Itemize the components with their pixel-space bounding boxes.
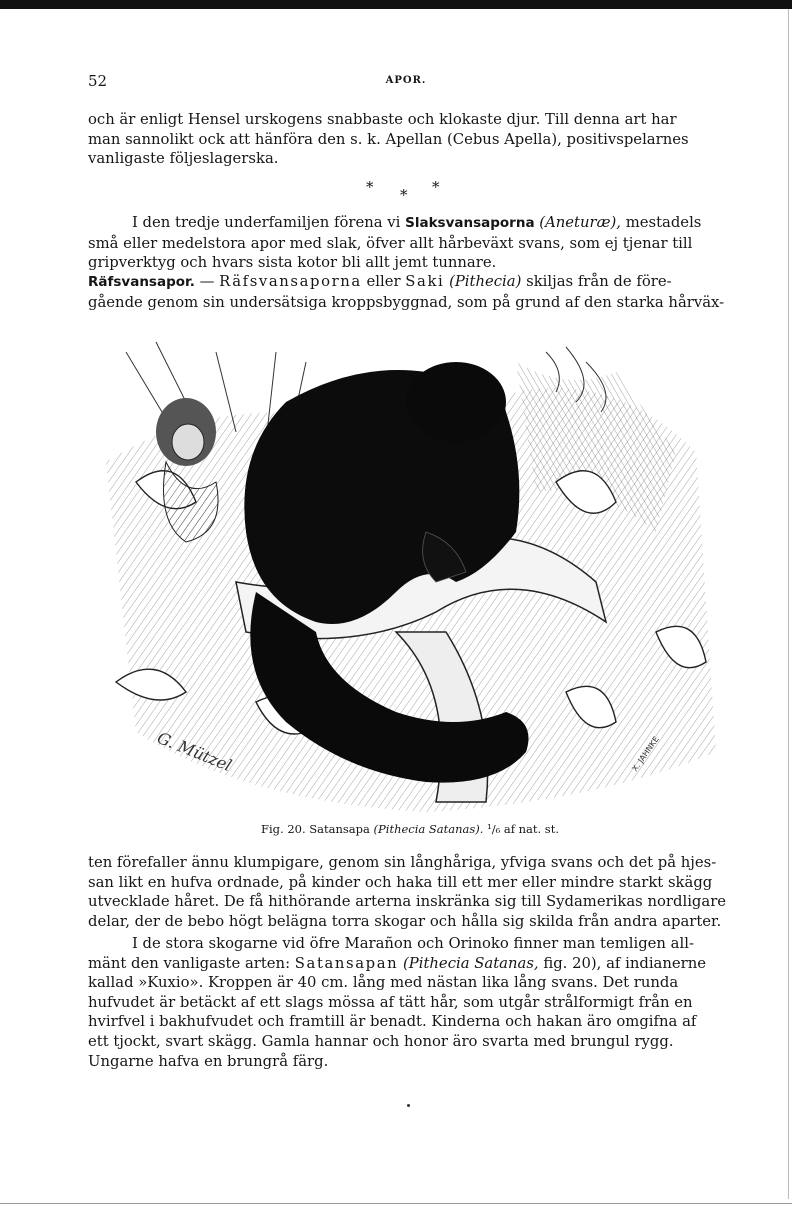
text-run: fig. 20), af indianerne: [538, 954, 707, 972]
paragraph-2: [88, 213, 724, 273]
text-line: hufvudet är betäckt af ett slags mössa af tätt hår, som utgår strålformigt från en: [88, 993, 693, 1011]
text-line: kallad »Kuxio». Kroppen är 40 cm. lång med nästan lika lång svans. Det runda: [88, 974, 679, 992]
text-line: [88, 954, 724, 974]
text-line: ten förefaller ännu klumpigare, genom sin långhåriga, yfviga svans och det på hjes-: [88, 854, 717, 871]
paragraph-5: [88, 934, 724, 1071]
text-line: [88, 272, 724, 293]
latin-name: (Aneturæ),: [539, 214, 621, 231]
ink-speck: [407, 1104, 410, 1107]
page-header: [88, 72, 724, 92]
term-slaksvansaporna: Slaksvansaporna: [405, 215, 535, 231]
text-run: mänt den vanligaste arten:: [88, 954, 295, 972]
monkey-illustration: [96, 332, 736, 822]
text-line: gående genom sin undersätsiga kroppsbyggnad, som på grund af den starka hårväx-: [88, 293, 725, 311]
paragraph-1: [88, 110, 724, 169]
paragraph-3: [88, 272, 724, 312]
caption-name: Satansapa: [309, 822, 370, 836]
page-edge: [788, 9, 789, 1199]
star: *: [366, 178, 374, 196]
text-line: delar, der de bebo högt belägna torra skogar och hålla sig skilda från andra aparter.: [88, 912, 722, 930]
caption-latin: (Pithecia Satanas).: [373, 822, 484, 836]
spaced-term: Satansapan: [294, 954, 399, 972]
text-line: hvirfvel i bakhufvudet och framtill är benadt. Kinderna och hakan äro omgifna af: [88, 1013, 697, 1031]
running-title: APOR.: [385, 75, 427, 86]
text-line: gripverktyg och hvars sista kotor bli allt jemt tunnare.: [88, 254, 497, 272]
figure-caption: [90, 822, 730, 836]
section-separator: [360, 178, 450, 202]
star: *: [400, 186, 408, 204]
text-line: och är enligt Hensel urskogens snabbaste och klokaste djur. Till denna art har: [88, 111, 677, 128]
section-heading: Räfsvansapor.: [88, 274, 195, 290]
text-line: I de stora skogarne vid öfre Marañon och Orinoko finner man temligen all-: [132, 935, 694, 952]
top-border: [0, 0, 792, 9]
signature-left: G. Mützel: [154, 728, 235, 776]
paragraph-4: [88, 853, 727, 931]
signature-right: X. JAHNKE: [630, 734, 661, 774]
text-line: utvecklade håret. De få hithörande arterna inskränka sig till Sydamerikas nordligare: [88, 893, 727, 911]
text-run: I den tredje underfamiljen förena vi: [132, 214, 406, 231]
latin-name: (Pithecia Satanas,: [403, 954, 539, 972]
star: *: [432, 178, 440, 196]
text-line: san likt en hufva ordnade, på kinder och haka till ett mer eller mindre starkt skägg: [88, 873, 713, 891]
spaced-term: Räfsvansaporna: [219, 273, 362, 290]
text-line: vanligaste följeslagerska.: [88, 150, 279, 168]
latin-name: (Pithecia): [449, 273, 522, 290]
figure-engraving: [96, 332, 736, 822]
bottom-border: [0, 1203, 792, 1204]
page-number: 52: [88, 72, 108, 90]
text-line: man sannolikt ock att hänföra den s. k. Apellan (Cebus Apella), positivspelarnes: [88, 130, 689, 148]
text-line: [88, 213, 724, 234]
text-run: —: [194, 273, 220, 290]
caption-label: Fig. 20.: [261, 822, 306, 836]
text-line: små eller medelstora apor med slak, öfver allt hårbeväxt svans, som ej tjenar till: [88, 234, 693, 252]
text-run: eller: [361, 273, 406, 290]
text-line: ett tjockt, svart skägg. Gamla hannar och honor äro svarta med brungul rygg.: [88, 1032, 674, 1050]
text-run: mestadels: [620, 214, 702, 231]
spaced-term: Saki: [405, 273, 445, 290]
text-run: skiljas från de före-: [521, 273, 672, 290]
caption-scale: ¹/₆ af nat. st.: [487, 822, 559, 836]
text-line: Ungarne hafva en brungrå färg.: [88, 1052, 329, 1070]
